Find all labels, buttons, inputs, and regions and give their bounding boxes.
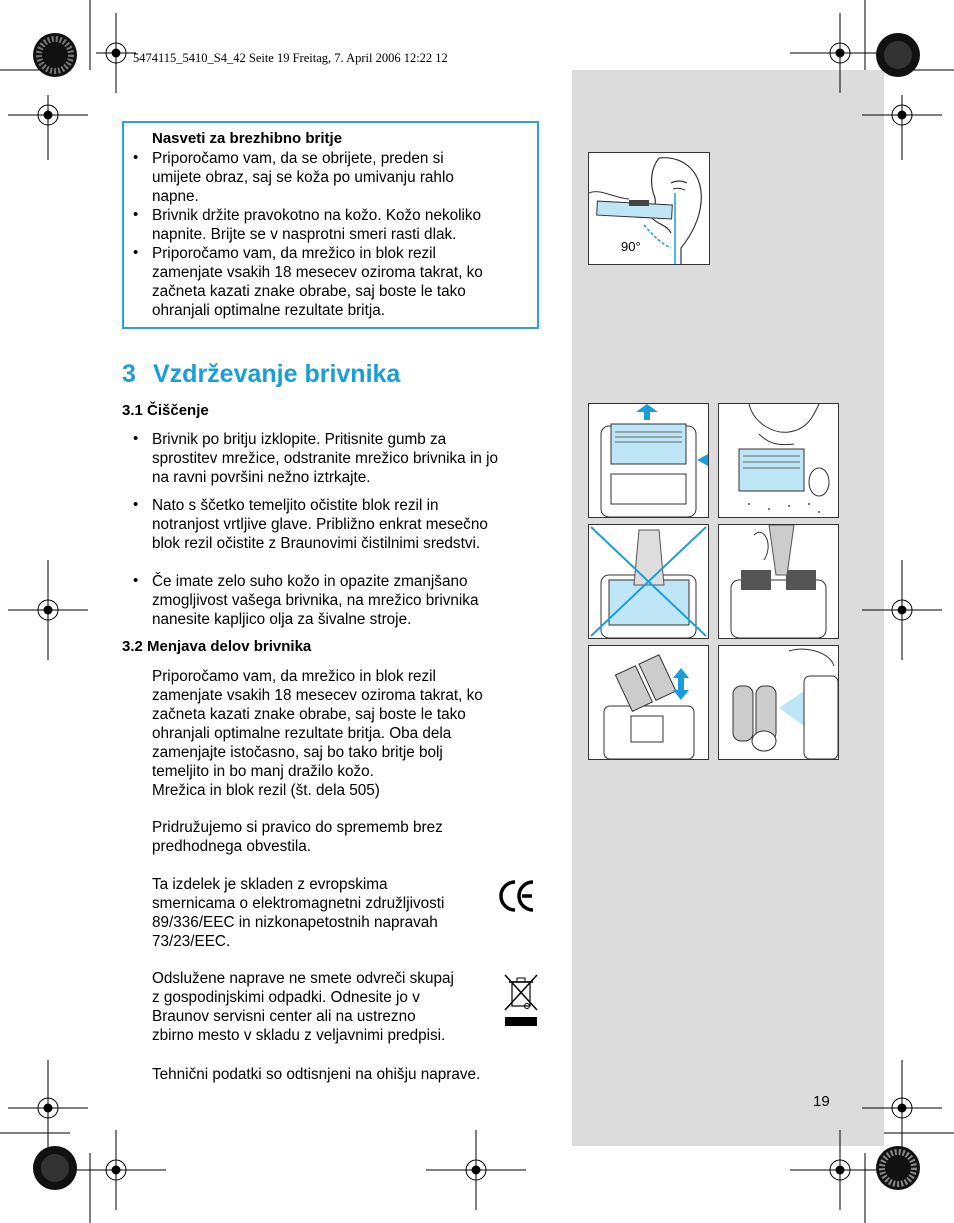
tip-item: Priporočamo vam, da mrežico in blok rezil zamenjate vsakih 18 mesecev oziroma takrat, ko začneta kazati znake obrabe, saj boste le tako ohranjali optimalne rezultate britja. [152, 245, 483, 319]
section-number: 3 [122, 360, 136, 388]
bullet: • [133, 206, 139, 223]
tips-title: Nasveti za brezhibno britje [152, 130, 343, 147]
bullet: • [133, 496, 139, 513]
bullet: • [133, 149, 139, 166]
crossed-bin-icon [502, 972, 540, 1030]
cleaning-item: Nato s ščetko temeljito očistite blok rezil in notranjost vrtljive glave. Približno enkrat mesečno blok rezil očistite z Braunovimi čistilnimi sredstvi. [152, 497, 488, 552]
subheading-cleaning: 3.1 Čiščenje [122, 402, 209, 419]
disposal-paragraph: Odslužene naprave ne smete odvreči skupaj z gospodinjskimi odpadki. Odnesite jo v Braunov servisni center ali na ustrezno zbirno mesto v skladu z veljavnimi predpisi. [152, 970, 454, 1044]
replacement-paragraph: Priporočamo vam, da mrežico in blok rezil zamenjate vsakih 18 mesecev oziroma takrat, ko začneta kazati znake obrabe, saj boste le tako ohranjali optimalne rezultate britja. Oba dela zamenjajte istočasno, saj bo tako britje bolj temeljito in bo manj dražilo kožo. Mrežica in blok rezil (št. dela 505) [152, 668, 483, 799]
section-title-text: Vzdrževanje brivnika [153, 360, 401, 388]
bullet: • [133, 430, 139, 447]
replace-parts-illustration [588, 645, 709, 760]
page-number: 19 [813, 1093, 830, 1110]
bullet: • [133, 244, 139, 261]
print-header: 5474115_5410_S4_42 Seite 19 Freitag, 7. April 2006 12:22 12 [133, 51, 448, 65]
tap-out-foil-illustration [718, 403, 839, 518]
subheading-replacement: 3.2 Menjava delov brivnika [122, 638, 312, 655]
do-not-brush-foil-illustration [588, 524, 709, 639]
cleaning-item: Če imate zelo suho kožo in opazite zmanjšano zmogljivost vašega brivnika, na mrežico brivnika nanesite kapljico olja za šivalne stroje. [152, 573, 479, 628]
section-title [122, 360, 400, 389]
tip-item: Priporočamo vam, da se obrijete, preden si umijete obraz, saj se koža po umivanju rahlo napne. [152, 150, 454, 205]
shaving-angle-illustration [588, 152, 710, 265]
release-foil-illustration [588, 403, 709, 518]
ce-paragraph: Ta izdelek je skladen z evropskima smernicama o elektromagnetni združljivosti 89/336/EEC in nizkonapetostnih napravah 73/23/EEC. [152, 876, 445, 950]
technical-data-note: Tehnični podatki so odtisnjeni na ohišju naprave. [152, 1066, 481, 1083]
spray-cleaner-illustration [718, 645, 839, 760]
brush-cutter-block-illustration [718, 524, 839, 639]
ce-mark-icon [497, 876, 537, 916]
cleaning-item: Brivnik po britju izklopite. Pritisnite gumb za sprostitev mrežice, odstranite mrežico brivnika in jo na ravni površini nežno iztrkajte. [152, 431, 499, 486]
notice-paragraph: Pridružujemo si pravico do sprememb brez predhodnega obvestila. [152, 819, 443, 855]
tip-item: Brivnik držite pravokotno na kožo. Kožo nekoliko napnite. Brijte se v nasprotni smeri rasti dlak. [152, 207, 482, 243]
bullet: • [133, 572, 139, 589]
angle-label: 90° [621, 239, 641, 254]
